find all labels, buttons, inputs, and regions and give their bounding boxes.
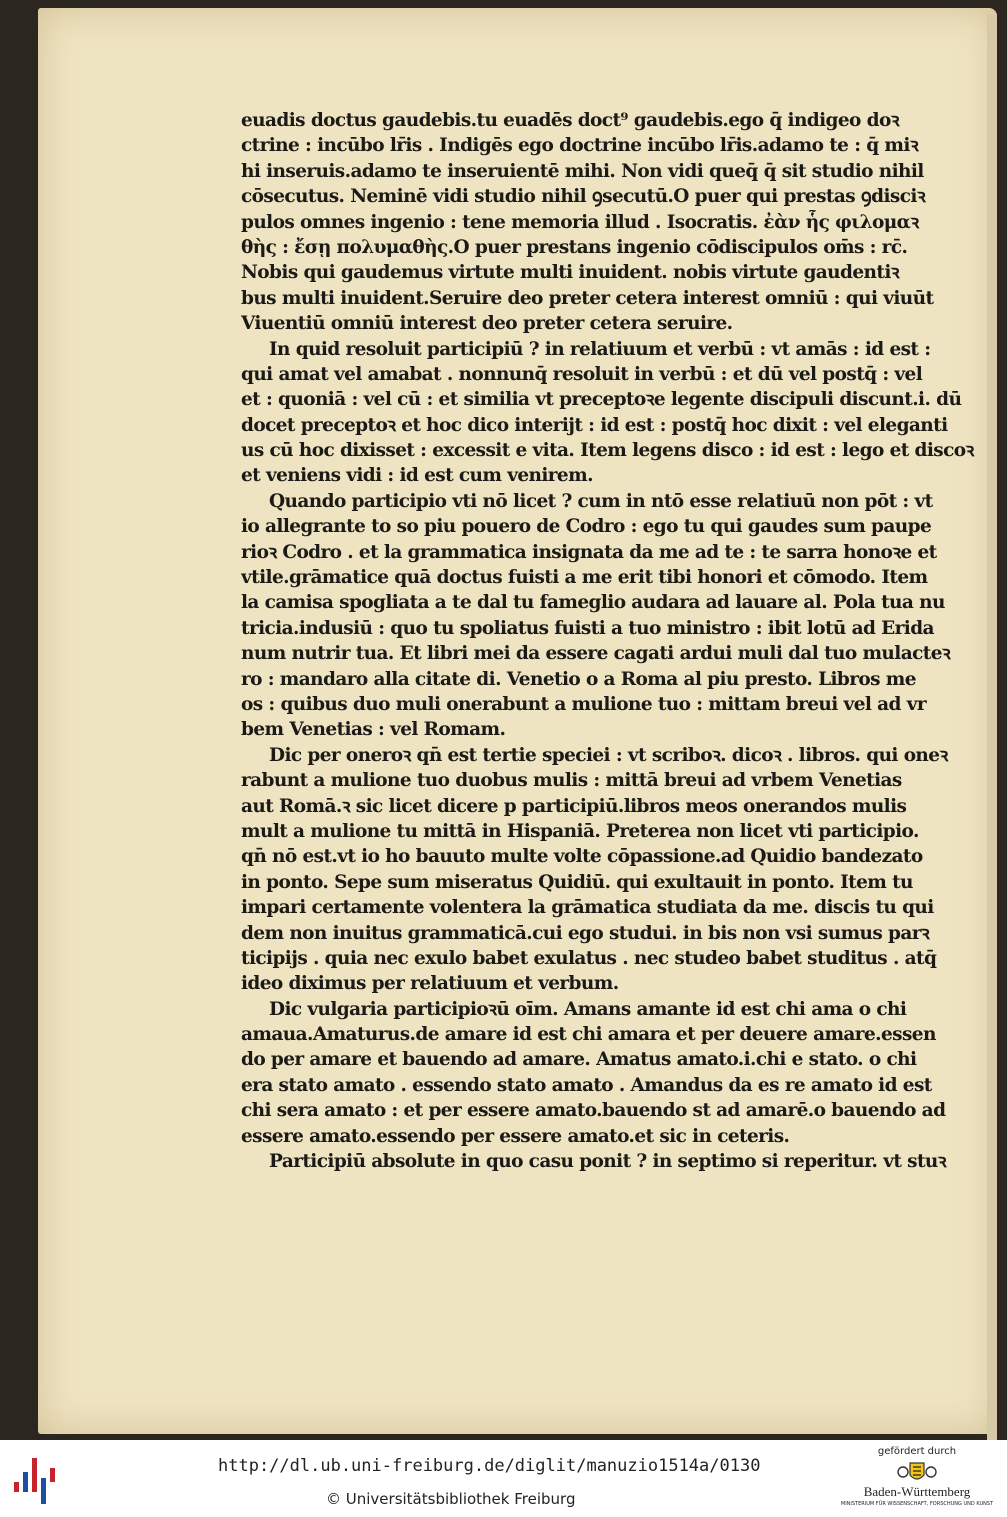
text-line: do per amare et bauendo ad amare. Amatus amato.i.chi e stato. o chi xyxy=(241,1049,917,1071)
text-line: hi inseruis.adamo te inseruientē mihi. Non vidi queq̄ q̄ sit studio nihil xyxy=(241,160,924,182)
copyright-notice: © Universitätsbibliothek Freiburg xyxy=(326,1490,576,1508)
text-line: euadis doctus gaudebis.tu euadēs doct⁹ gaudebis.ego q̄ indigeo doꝛ xyxy=(241,110,899,131)
text-line: ticipijs . quia nec exulo babet exulatus . nec studeo babet studitus . atq̄ xyxy=(241,947,937,969)
text-line: qui amat vel amabat . nonnunq̄ resoluit in verbū : et dū vel postq̄ : vel xyxy=(241,363,923,385)
text-line: la camisa spogliata a te dal tu fameglio audara ad lauare al. Pola tua nu xyxy=(241,592,945,614)
text-line: num nutrir tua. Et libri mei da essere cagati ardui muli dal tuo mulacteꝛ xyxy=(241,643,951,665)
text-line: ideo diximus per relatiuum et verbum. xyxy=(241,973,619,995)
funding-name: Baden-Württemberg xyxy=(863,1484,971,1499)
text-line: tricia.indusiū : quo tu spoliatus fuisti a tuo ministro : ibit lotū ad Erida xyxy=(241,617,934,639)
text-line: era stato amato . essendo stato amato . Amandus da es re amato id est xyxy=(241,1074,932,1096)
text-line: dem non inuitus grammaticā.cui ego studui. in bis non vsi sumus parꝛ xyxy=(241,922,930,944)
funding-label: gefördert durch xyxy=(877,1446,957,1457)
text-line: qn̄ nō est.vt io ho bauuto multe volte cōpassione.ad Quidio bandezato xyxy=(241,846,923,868)
text-line: rioꝛ Codro . et la grammatica insignata da me ad te : te sarra honoꝛe et xyxy=(241,541,937,563)
funding-ministry: MINISTERIUM FÜR WISSENSCHAFT, FORSCHUNG UND KUNST xyxy=(840,1501,994,1507)
page-text xyxy=(241,108,989,1238)
text-line: ctrine : incūbo lr̄is . Indigēs ego doctrine incūbo lr̄is.adamo te : q̄ miꝛ xyxy=(241,135,919,157)
text-line: et : quoniā : vel cū : et similia vt preceptoꝛe legente discipuli discunt.i. dū xyxy=(241,389,962,411)
baden-wuerttemberg-crest-icon xyxy=(895,1460,939,1484)
funding-notice xyxy=(832,1446,1002,1514)
text-line: in ponto. Sepe sum miseratus Quidiū. qui exultauit in ponto. Item tu xyxy=(241,871,913,893)
text-line: docet preceptoꝛ et hoc dico interijt : id est : postq̄ hoc dixit : vel eleganti xyxy=(241,414,948,436)
text-line: amaua.Amaturus.de amare id est chi amara et per deuere amare.essen xyxy=(241,1024,936,1046)
text-line: In quid resoluit participiū ? in relatiuum et verbū : vt amās : id est : xyxy=(269,338,931,360)
footer-bar xyxy=(0,1440,1007,1517)
text-line: Nobis qui gaudemus virtute multi inuident. nobis virtute gaudentiꝛ xyxy=(241,262,899,284)
text-line: θὴς : ἔσῃ πολυμαθὴς.O puer prestans ingenio cōdiscipulos om̄s : rc̄. xyxy=(241,236,908,258)
text-line: Participiū absolute in quo casu ponit ? in septimo si reperitur. vt stuꝛ xyxy=(269,1151,946,1173)
text-line: pulos omnes ingenio : tene memoria illud . Isocratis. ἐὰν ἧς φιλομαꝛ xyxy=(241,211,919,233)
text-line: io allegrante to so piu pouero de Codro : ego tu qui gaudes sum paupe xyxy=(241,516,932,538)
text-line: us cū hoc dixisset : excessit e vita. Item legens disco : id est : lego et discoꝛ xyxy=(241,440,974,462)
ub-freiburg-logo-icon[interactable] xyxy=(14,1458,54,1504)
text-line: impari certamente volentera la grāmatica studiata da me. discis tu qui xyxy=(241,897,934,919)
text-line: chi sera amato : et per essere amato.bauendo st ad amarē.o bauendo ad xyxy=(241,1100,946,1122)
text-line: ro : mandaro alla citate di. Venetio o a Roma al piu presto. Libros me xyxy=(241,668,916,690)
text-line: Viuentiū omniū interest deo preter cetera seruire. xyxy=(241,313,733,335)
text-line: Dic vulgaria participioꝛū oīm. Amans amante id est chi ama o chi xyxy=(269,998,907,1020)
text-line: os : quibus duo muli onerabunt a mulione tuo : mittam breui vel ad vr xyxy=(241,693,926,715)
text-line: essere amato.essendo per essere amato.et sic in ceteris. xyxy=(241,1125,790,1147)
text-line: bus multi inuident.Seruire deo preter cetera interest omniū : qui viuūt xyxy=(241,287,934,309)
text-line: aut Romā.ꝛ sic licet dicere p participiū.libros meos onerandos mulis xyxy=(241,795,907,817)
text-line: bem Venetias : vel Romam. xyxy=(241,719,506,741)
text-line: Dic per oneroꝛ qn̄ est tertie speciei : vt scriboꝛ. dicoꝛ . libros. qui oneꝛ xyxy=(269,744,948,766)
text-line: et veniens vidi : id est cum venirem. xyxy=(241,465,593,487)
permalink-url[interactable]: http://dl.ub.uni-freiburg.de/diglit/manuzio1514a/0130 xyxy=(218,1456,761,1476)
text-line: cōsecutus. Neminē vidi studio nihil ꝯsecutū.O puer qui prestas ꝯdisciꝛ xyxy=(241,186,926,208)
text-line: vtile.grāmatice quā doctus fuisti a me erit tibi honori et cōmodo. Item xyxy=(241,567,928,589)
text-line: Quando participio vti nō licet ? cum in ntō esse relatiuū non pōt : vt xyxy=(269,490,933,512)
text-line: rabunt a mulione tuo duobus mulis : mittā breui ad vrbem Venetias xyxy=(241,770,902,792)
text-line: mult a mulione tu mittā in Hispaniā. Preterea non licet vti participio. xyxy=(241,820,919,842)
